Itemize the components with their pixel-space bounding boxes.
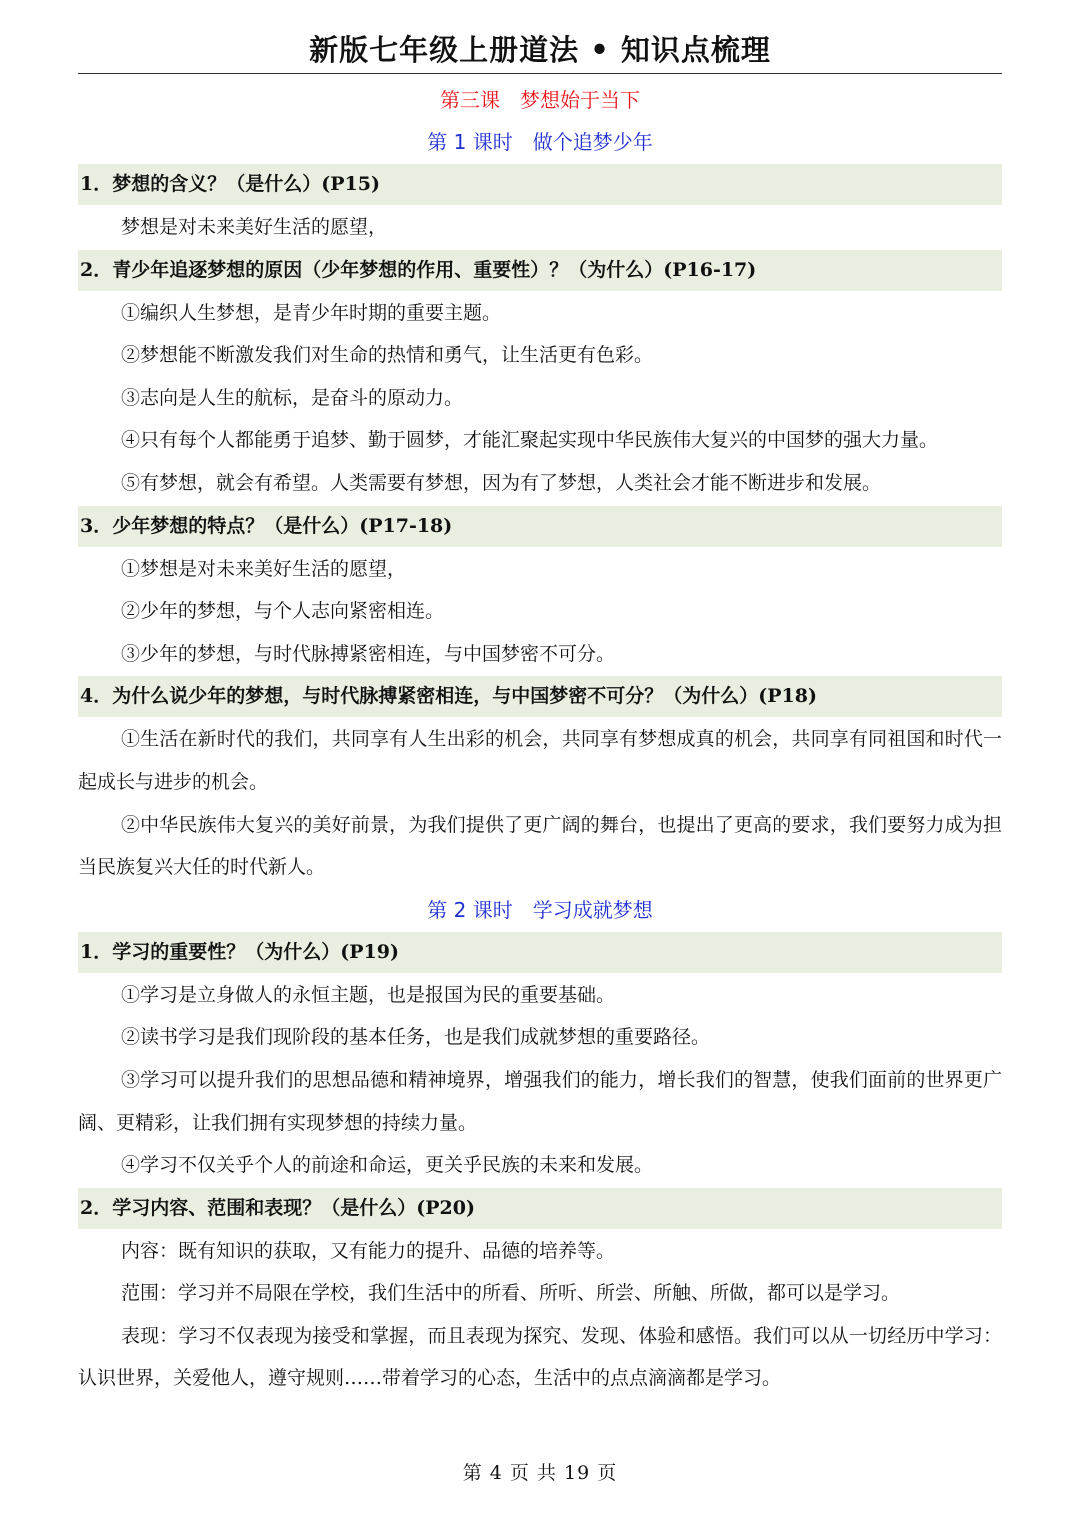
answer-paragraph: ⑤有梦想，就会有希望。人类需要有梦想，因为有了梦想，人类社会才能不断进步和发展。 [121,471,882,494]
document-title: 新版七年级上册道法 • 知识点梳理 [309,33,771,67]
answer-paragraph: ②读书学习是我们现阶段的基本任务，也是我们成就梦想的重要路径。 [121,1026,711,1049]
document-body [78,79,1002,1400]
answer-paragraph: ③志向是人生的航标，是奋斗的原动力。 [121,386,464,409]
period-title: 第 2 课时 学习成就梦想 [427,897,653,922]
answer-paragraph: ②梦想能不断激发我们对生命的热情和勇气，让生活更有色彩。 [121,344,654,367]
question-heading: 2．学习内容、范围和表现？（是什么）(P20) [78,1188,1002,1229]
answer-paragraph: ③少年的梦想，与时代脉搏紧密相连，与中国梦密不可分。 [121,642,616,665]
answer-paragraph: 表现：学习不仅表现为接受和掌握，而且表现为探究、发现、体验和感悟。我们可以从一切经历中学习：认识世界，关爱他人，遵守规则……带着学习的心态，生活中的点点滴滴都是学习。 [78,1324,1002,1390]
answer-paragraph: ④只有每个人都能勇于追梦、勤于圆梦，才能汇聚起实现中华民族伟大复兴的中国梦的强大力量。 [121,429,939,452]
lesson-title: 第三课 梦想始于当下 [440,88,640,112]
question-heading: 2．青少年追逐梦想的原因（少年梦想的作用、重要性）？（为什么）(P16-17) [78,250,1002,291]
question-heading: 3．少年梦想的特点？（是什么）(P17-18) [78,506,1002,547]
answer-paragraph: ②少年的梦想，与个人志向紧密相连。 [121,600,445,623]
answer-paragraph: 内容：既有知识的获取，又有能力的提升、品德的培养等。 [121,1239,616,1262]
answer-paragraph: ③学习可以提升我们的思想品德和精神境界，增强我们的能力，增长我们的智慧，使我们面前的世界更广阔、更精彩，让我们拥有实现梦想的持续力量。 [78,1068,1002,1134]
question-heading: 1．梦想的含义？（是什么）(P15) [78,164,1002,205]
period-title: 第 1 课时 做个追梦少年 [427,130,653,154]
answer-paragraph: ①梦想是对未来美好生活的愿望， [121,557,407,580]
question-heading: 1．学习的重要性？（为什么）(P19) [78,932,1002,973]
page-header [78,0,1002,74]
answer-paragraph: ①生活在新时代的我们，共同享有人生出彩的机会，共同享有梦想成真的机会，共同享有同祖国和时代一起成长与进步的机会。 [78,728,1002,793]
answer-paragraph: 梦想是对未来美好生活的愿望， [121,216,388,238]
answer-paragraph: ②中华民族伟大复兴的美好前景，为我们提供了更广阔的舞台，也提出了更高的要求，我们要努力成为担当民族复兴大任的时代新人。 [78,813,1002,879]
page-number: 第 4 页 共 19 页 [462,1462,618,1484]
answer-paragraph: ①学习是立身做人的永恒主题，也是报国为民的重要基础。 [121,983,616,1006]
answer-paragraph: ①编织人生梦想，是青少年时期的重要主题。 [121,301,502,324]
answer-paragraph: ④学习不仅关乎个人的前途和命运，更关乎民族的未来和发展。 [121,1154,654,1177]
question-heading: 4．为什么说少年的梦想，与时代脉搏紧密相连，与中国梦密不可分？（为什么）(P18) [78,676,1002,717]
answer-paragraph: 范围：学习并不局限在学校，我们生活中的所看、所听、所尝、所触、所做，都可以是学习。 [121,1282,901,1305]
